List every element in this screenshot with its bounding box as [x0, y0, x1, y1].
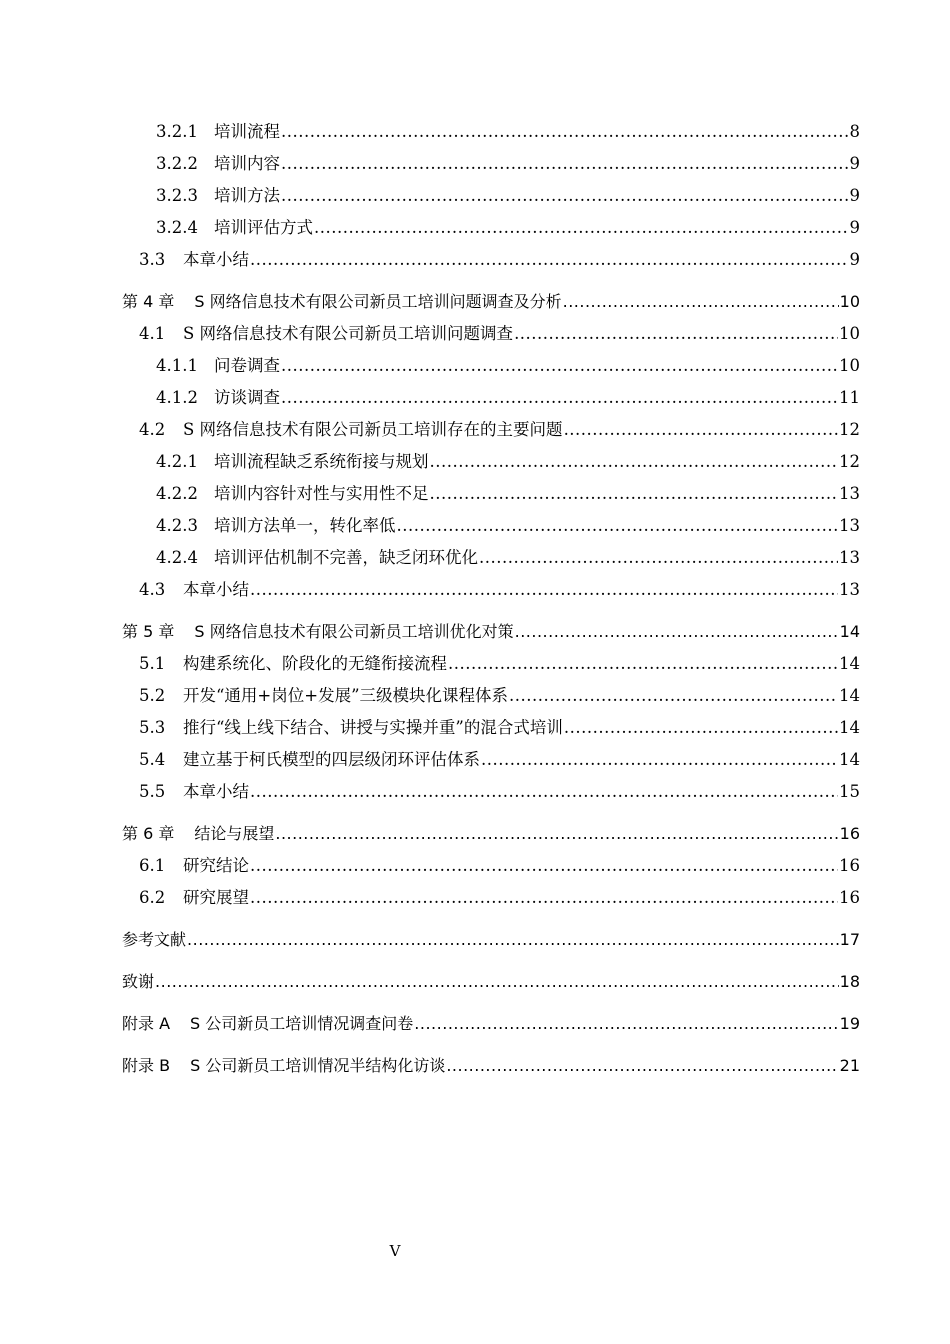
toc-acknowledgements-entry[interactable]	[122, 966, 860, 998]
toc-appendix-entry[interactable]	[122, 1008, 860, 1040]
toc-entry-title: 本章小结	[183, 782, 249, 801]
toc-entry-number: 3.2.4	[156, 218, 198, 237]
dot-leader	[187, 924, 839, 956]
toc-entry-page: 10	[839, 356, 860, 375]
dot-leader	[564, 712, 838, 744]
toc-entry-title: 参考文献	[122, 930, 187, 949]
toc-entry-page: 21	[839, 1056, 860, 1075]
toc-entry[interactable]	[122, 116, 860, 148]
toc-entry-page: 10	[839, 292, 860, 311]
dot-leader	[250, 850, 838, 882]
toc-entry[interactable]	[122, 776, 860, 808]
dot-leader	[563, 286, 839, 318]
toc-entry[interactable]	[122, 382, 860, 414]
toc-entry[interactable]	[122, 882, 860, 914]
toc-entry-title: 培训内容针对性与实用性不足	[214, 484, 429, 503]
toc-entry-title: S 网络信息技术有限公司新员工培训存在的主要问题	[183, 420, 563, 439]
toc-entry-title: 本章小结	[183, 580, 249, 599]
toc-entry[interactable]	[122, 510, 860, 542]
toc-entry[interactable]	[122, 712, 860, 744]
toc-entry-number: 3.2.1	[156, 122, 198, 141]
toc-entry[interactable]	[122, 244, 860, 276]
dot-leader	[250, 574, 838, 606]
toc-entry[interactable]	[122, 148, 860, 180]
toc-entry-page: 14	[839, 622, 860, 641]
toc-entry-page: 14	[839, 654, 860, 673]
toc-entry-number: 4.2.1	[156, 452, 198, 471]
toc-entry-title: 研究结论	[183, 856, 249, 875]
toc-entry-title: 培训评估方式	[214, 218, 313, 237]
toc-entry-title: 致谢	[122, 972, 155, 991]
toc-entry-title: 建立基于柯氏模型的四层级闭环评估体系	[183, 750, 480, 769]
toc-entry-number: 5.2	[139, 686, 166, 705]
toc-entry-title: 研究展望	[183, 888, 249, 907]
toc-entry-page: 14	[839, 686, 860, 705]
dot-leader	[250, 776, 838, 808]
toc-entry[interactable]	[122, 680, 860, 712]
toc-entry[interactable]	[122, 850, 860, 882]
toc-entry-title: 培训流程	[214, 122, 280, 141]
toc-entry-title: S 网络信息技术有限公司新员工培训优化对策	[194, 622, 514, 641]
toc-entry-page: 16	[839, 856, 860, 875]
dot-leader	[446, 1050, 838, 1082]
dot-leader	[430, 446, 839, 478]
toc-references-entry[interactable]	[122, 924, 860, 956]
toc-entry-number: 5.3	[139, 718, 166, 737]
toc-entry-number: 5.4	[139, 750, 166, 769]
toc-entry-page: 13	[839, 516, 860, 535]
toc-entry-title: 问卷调查	[214, 356, 280, 375]
dot-leader	[514, 318, 838, 350]
toc-entry-number: 4.2.2	[156, 484, 198, 503]
toc-entry-number: 第 4 章	[122, 292, 175, 311]
toc-entry-number: 3.2.2	[156, 154, 198, 173]
dot-leader	[250, 244, 849, 276]
dot-leader	[479, 542, 838, 574]
dot-leader	[430, 478, 839, 510]
toc-entry-page: 16	[839, 888, 860, 907]
dot-leader	[397, 510, 839, 542]
dot-leader	[281, 180, 849, 212]
page-number-footer: V	[389, 1242, 401, 1260]
toc-entry[interactable]	[122, 318, 860, 350]
toc-entry-title: 开发“通用+岗位+发展”三级模块化课程体系	[183, 686, 509, 705]
toc-entry-page: 11	[839, 388, 860, 407]
toc-entry[interactable]	[122, 478, 860, 510]
toc-entry-number: 4.1	[139, 324, 166, 343]
toc-entry-page: 16	[839, 824, 860, 843]
toc-entry-page: 8	[849, 122, 860, 141]
toc-entry-title: 本章小结	[183, 250, 249, 269]
toc-appendix-entry[interactable]	[122, 1050, 860, 1082]
dot-leader	[414, 1008, 838, 1040]
dot-leader	[515, 616, 839, 648]
toc-entry-title: 培训方法	[214, 186, 280, 205]
toc-entry-number: 3.2.3	[156, 186, 198, 205]
toc-entry-page: 14	[839, 750, 860, 769]
dot-leader	[281, 382, 838, 414]
toc-entry-number: 4.1.2	[156, 388, 198, 407]
toc-entry-title: S 网络信息技术有限公司新员工培训问题调查及分析	[194, 292, 562, 311]
toc-entry-title: S 公司新员工培训情况调查问卷	[190, 1014, 414, 1033]
toc-entry[interactable]	[122, 414, 860, 446]
toc-entry-title: 访谈调查	[214, 388, 280, 407]
toc-entry-number: 第 5 章	[122, 622, 175, 641]
toc-entry-title: 结论与展望	[194, 824, 275, 843]
toc-entry-number: 附录 B	[122, 1056, 171, 1075]
dot-leader	[281, 148, 849, 180]
toc-entry-page: 17	[839, 930, 860, 949]
toc-entry-number: 第 6 章	[122, 824, 175, 843]
table-of-contents	[122, 116, 860, 1082]
dot-leader	[509, 680, 838, 712]
dot-leader	[281, 116, 849, 148]
dot-leader	[281, 350, 838, 382]
dot-leader	[314, 212, 849, 244]
toc-entry-page: 12	[839, 452, 860, 471]
toc-entry-page: 13	[839, 580, 860, 599]
toc-entry-title: 推行“线上线下结合、讲授与实操并重”的混合式培训	[183, 718, 563, 737]
toc-entry-number: 4.2.4	[156, 548, 198, 567]
toc-entry-title: S 网络信息技术有限公司新员工培训问题调查	[183, 324, 514, 343]
toc-entry-number: 6.1	[139, 856, 166, 875]
toc-entry-page: 19	[839, 1014, 860, 1033]
toc-entry-page: 18	[839, 972, 860, 991]
dot-leader	[564, 414, 838, 446]
toc-entry[interactable]	[122, 180, 860, 212]
toc-entry-page: 12	[839, 420, 860, 439]
toc-entry-number: 6.2	[139, 888, 166, 907]
toc-entry-title: 构建系统化、阶段化的无缝衔接流程	[183, 654, 447, 673]
dot-leader	[448, 648, 838, 680]
dot-leader	[481, 744, 838, 776]
toc-entry[interactable]	[122, 446, 860, 478]
toc-entry-number: 3.3	[139, 250, 166, 269]
toc-entry-number: 4.3	[139, 580, 166, 599]
toc-entry-page: 15	[839, 782, 860, 801]
toc-entry-page: 9	[849, 250, 860, 269]
toc-chapter-entry[interactable]	[122, 286, 860, 318]
toc-entry[interactable]	[122, 542, 860, 574]
toc-entry[interactable]	[122, 350, 860, 382]
toc-entry-number: 4.1.1	[156, 356, 198, 375]
toc-entry-number: 4.2	[139, 420, 166, 439]
dot-leader	[275, 818, 838, 850]
toc-entry-page: 10	[839, 324, 860, 343]
toc-chapter-entry[interactable]	[122, 818, 860, 850]
toc-entry[interactable]	[122, 212, 860, 244]
toc-entry-title: 培训方法单一，转化率低	[214, 516, 396, 535]
toc-entry-number: 5.5	[139, 782, 166, 801]
dot-leader	[155, 966, 839, 998]
toc-entry-page: 9	[849, 154, 860, 173]
toc-entry-number: 5.1	[139, 654, 166, 673]
toc-entry-page: 14	[839, 718, 860, 737]
toc-entry[interactable]	[122, 744, 860, 776]
toc-chapter-entry[interactable]	[122, 616, 860, 648]
toc-entry-page: 9	[849, 186, 860, 205]
dot-leader	[250, 882, 838, 914]
toc-entry-title: S 公司新员工培训情况半结构化访谈	[190, 1056, 446, 1075]
toc-entry[interactable]	[122, 648, 860, 680]
toc-entry-page: 13	[839, 548, 860, 567]
toc-entry-number: 4.2.3	[156, 516, 198, 535]
toc-entry-title: 培训流程缺乏系统衔接与规划	[214, 452, 429, 471]
toc-entry-page: 13	[839, 484, 860, 503]
toc-entry-title: 培训评估机制不完善，缺乏闭环优化	[214, 548, 478, 567]
toc-entry-title: 培训内容	[214, 154, 280, 173]
toc-entry-page: 9	[849, 218, 860, 237]
toc-entry[interactable]	[122, 574, 860, 606]
toc-entry-number: 附录 A	[122, 1014, 171, 1033]
